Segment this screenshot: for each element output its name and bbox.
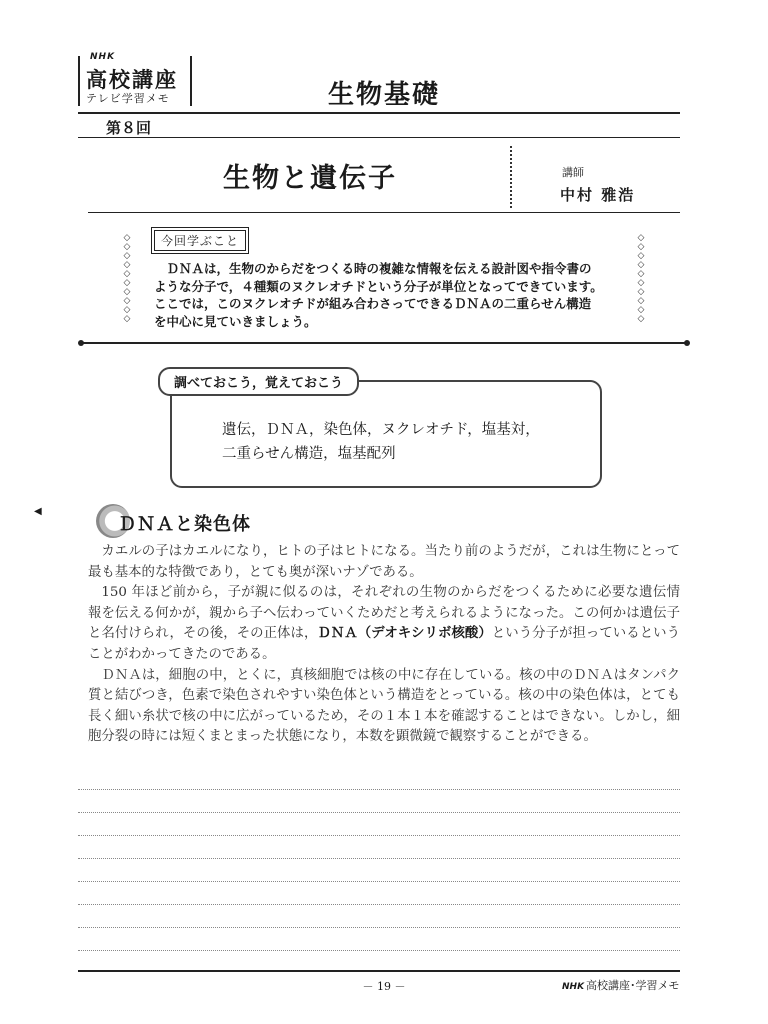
note-line[interactable] — [78, 835, 680, 836]
header-rule — [78, 112, 680, 114]
intro-line: ここでは，このヌクレオチドが組み合わさってできるＤＮＡの二重らせん構造 — [154, 296, 592, 311]
keywords-line: 遺伝，ＤＮＡ，染色体，ヌクレオチド，塩基対， — [222, 422, 540, 438]
right-chain-decoration: ◇ ◇ ◇ ◇ ◇ ◇ ◇ ◇ ◇ ◇ — [637, 233, 645, 324]
learning-goal-tag: 今回学ぶこと — [154, 230, 246, 251]
note-line[interactable] — [78, 858, 680, 859]
note-line[interactable] — [78, 950, 680, 951]
logo-subtitle: テレビ学習メモ — [86, 92, 170, 105]
lesson-number: 第８回 — [106, 119, 152, 137]
paragraph-text: という分子が担っているということがわかってきたのである。 — [88, 626, 680, 662]
note-line[interactable] — [78, 812, 680, 813]
footer-brand — [562, 977, 680, 993]
left-chain-decoration: ◇ ◇ ◇ ◇ ◇ ◇ ◇ ◇ ◇ ◇ — [123, 233, 131, 324]
intro-line: ＤＮＡは，生物のからだをつくる時の複雑な情報を伝える設計図や指令書の — [154, 261, 592, 276]
nhk-logo: NHK — [562, 982, 585, 992]
section-title: ＤＮＡと染色体 — [118, 514, 251, 535]
note-line[interactable] — [78, 927, 680, 928]
keywords-list — [222, 418, 582, 466]
logo-title: 高校講座 — [86, 68, 178, 92]
note-line[interactable] — [78, 881, 680, 882]
note-line[interactable] — [78, 789, 680, 790]
paragraph-text: 150 年ほど前から，子が親に似るのは，それぞれの生物のからだをつくるために必要な遺伝情報を伝える何かが，親から子へ伝わっていくためだと考えられるようになった。この何かは遺伝子と名付けられ，その後，その正体は， — [88, 585, 680, 642]
lesson-rule — [78, 137, 680, 138]
keywords-line: 二重らせん構造，塩基配列 — [222, 446, 396, 462]
section-body — [88, 542, 680, 748]
footer-rule — [78, 970, 680, 972]
emphasis-term: ＤＮＡ（デオキシリボ核酸） — [317, 626, 492, 642]
title-rule — [88, 212, 680, 213]
intro-line: を中心に見ていきましょう。 — [154, 313, 317, 329]
lecturer-label: 講師 — [562, 166, 584, 179]
page-title: 生物と遺伝子 — [223, 163, 397, 194]
intro-line: ような分子で，４種類のヌクレオチドという分子が単位となってできています。 — [154, 278, 603, 294]
paragraph: カエルの子はカエルになり，ヒトの子はヒトになる。当たり前のようだが，これは生物にとって最も基本的な特徴であり，とても奥が深いナゾである。 — [88, 544, 680, 580]
subject-title: 生物基礎 — [327, 80, 440, 110]
intro-rule — [82, 342, 686, 344]
page-number: － 19 － — [362, 980, 406, 993]
paragraph — [88, 583, 680, 665]
lecturer-name: 中村 雅浩 — [560, 186, 636, 204]
keywords-label: 調べておこう，覚えておこう — [158, 367, 359, 396]
paragraph: ＤＮＡは，細胞の中，とくに，真核細胞では核の中に存在している。核の中のＤＮＡはタンパク質と結びつき，色素で染色されやすい染色体という構造をとっている。核の中の染色体は，とても長く細い糸状で核の中に広がっているため，その１本１本を確認することはできない。しかし，細胞分裂の時には短くまとまった状態になり，本数を顕微鏡で観察することができる。 — [88, 667, 680, 745]
intro-text — [154, 260, 622, 330]
title-divider — [510, 146, 512, 208]
margin-arrow-icon: ◀ — [34, 506, 42, 517]
nhk-logo: NHK — [90, 52, 116, 62]
footer-brand-text: 高校講座･学習メモ — [586, 979, 680, 992]
note-line[interactable] — [78, 904, 680, 905]
